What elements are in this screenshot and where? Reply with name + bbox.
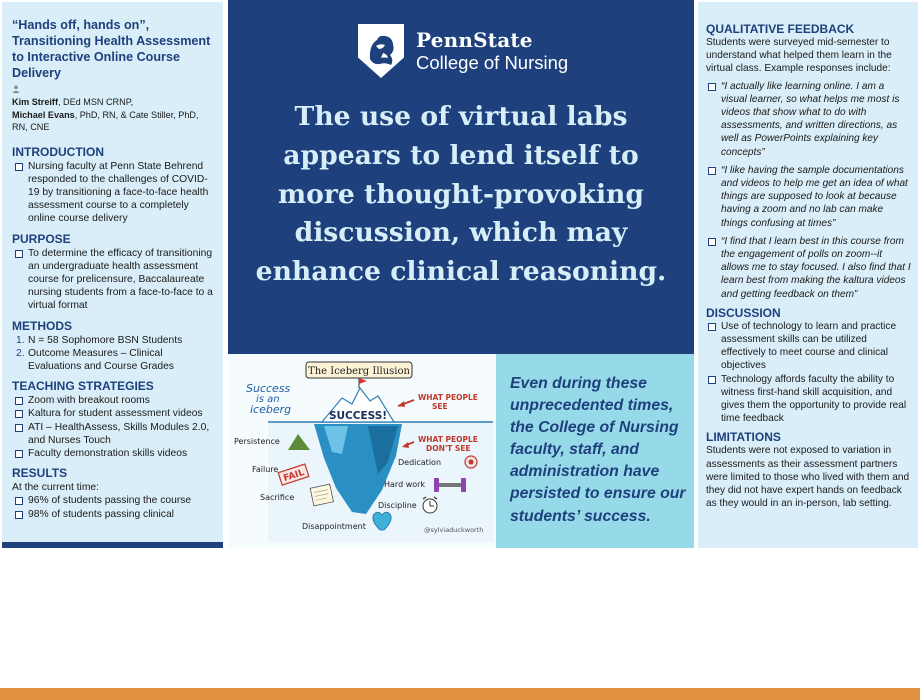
purpose-heading: PURPOSE <box>12 231 71 246</box>
list-number: 1. <box>16 334 25 346</box>
logo-college: College of Nursing <box>416 52 569 73</box>
headline-panel <box>228 0 694 354</box>
target-center <box>469 460 474 465</box>
left-column <box>2 2 223 548</box>
methods-list <box>12 334 215 374</box>
list-item: Zoom with breakout rooms <box>12 394 215 407</box>
qualitative-feedback-heading: QUALITATIVE FEEDBACK <box>706 22 855 36</box>
list-item: Technology affords faculty the ability to witness first-hand skill acquisition, and gives them the opportunity to provide real time feedback <box>706 373 912 426</box>
what-people-see-line-1: WHAT PEOPLE <box>418 393 478 402</box>
person-icon <box>12 85 215 95</box>
nittany-lion-shield-icon <box>358 24 404 78</box>
methods-heading: METHODS <box>12 318 72 333</box>
label-discipline: Discipline <box>378 501 417 510</box>
main-headline: The use of virtual labs appears to lend itself to more thought-provoking discussion, which may enhance clinical reasoning. <box>255 101 667 288</box>
flag-icon <box>359 378 367 384</box>
what-people-dont-see-line-2: DON'T SEE <box>426 444 471 453</box>
student-quote: “I find that I learn best in this course from the engagement of polls on zoom--it allows me to stay focused. I also find that I learn best from making the kaltura videos and getting feedback on them” <box>706 235 912 301</box>
list-item: Faculty demonstration skills videos <box>12 447 215 460</box>
label-hard-work: Hard work <box>384 480 426 489</box>
discussion-heading: DISCUSSION <box>706 305 781 320</box>
tagline-line-3: iceberg <box>250 403 292 416</box>
list-item <box>12 334 215 347</box>
list-item: Use of technology to learn and practice assessment skills can be utilized effectively to meet course and clinical objectives <box>706 320 912 373</box>
penn-state-logo <box>358 24 568 78</box>
label-dedication: Dedication <box>398 458 442 467</box>
student-quote-list <box>706 80 912 301</box>
results-list <box>12 494 215 520</box>
list-item: To determine the efficacy of transitioning an undergraduate health assessment course for prelicensure, Baccalaureate nursing students from a face-to-face to a virtual format <box>12 247 215 313</box>
iceberg-graphic <box>228 354 496 548</box>
what-people-dont-see-line-1: WHAT PEOPLE <box>418 435 478 444</box>
introduction-heading: INTRODUCTION <box>12 144 104 159</box>
limitations-heading: LIMITATIONS <box>706 430 781 445</box>
right-column <box>698 2 918 548</box>
limitations-text: Students were not exposed to variation in assessments as their assessment partners were limited to those who lived with them and they did not have expert hands on feedback as they would in an in-person, lab setting. <box>706 445 910 510</box>
poster-title <box>12 17 215 81</box>
list-item: ATI – HealthAssess, Skills Modules 2.0, and Nurses Touch <box>12 421 215 447</box>
qualitative-feedback-intro: Students were surveyed mid-semester to understand what helped them learn in the virtual class. Example responses include: <box>706 37 892 75</box>
author-list <box>12 96 215 134</box>
list-text: N = 58 Sophomore BSN Students <box>28 334 183 346</box>
callout-text: Even during these unprecedented times, the College of Nursing faculty, staff, and administration have persisted to ensure our students’ success. <box>510 375 686 525</box>
paper-note-icon <box>310 484 333 506</box>
label-persistence: Persistence <box>234 437 280 446</box>
fail-text: FAIL <box>282 467 306 485</box>
author-1-credentials: , DEd MSN CRNP, <box>57 97 134 107</box>
tagline-line-2: is an <box>256 394 280 405</box>
tagline-line-1: Success <box>246 382 291 395</box>
label-disappointment: Disappointment <box>302 522 366 531</box>
author-1-name: Kim Streiff <box>12 97 58 107</box>
student-quote: “I actually like learning online. I am a visual learner, so what helps me most is videos that show what to do with assessments, and written directions, as well as PowerPoints explaining key concepts” <box>706 80 912 159</box>
title-quote: “Hands off, hands on” <box>12 18 146 32</box>
banner-text: The Iceberg Illusion <box>308 366 410 377</box>
discussion-list <box>706 320 912 426</box>
list-number: 2. <box>16 347 25 359</box>
label-sacrifice: Sacrifice <box>260 493 295 502</box>
introduction-list <box>12 160 215 226</box>
footer-bar <box>0 688 920 700</box>
list-text: Outcome Measures – Clinical Evaluations and Course Grades <box>28 347 174 372</box>
success-label: SUCCESS! <box>328 410 388 422</box>
logo-wordmark: PennState <box>416 28 533 52</box>
list-item: 96% of students passing the course <box>12 494 215 507</box>
results-intro: At the current time: <box>12 482 99 494</box>
results-heading: RESULTS <box>12 466 68 481</box>
arrow-see-head <box>398 401 405 407</box>
list-item: 98% of students passing clinical <box>12 508 215 521</box>
callout-panel <box>228 354 694 548</box>
author-2-credentials: , PhD, RN, & Cate Stiller, PhD, RN, CNE <box>12 109 199 132</box>
label-failure: Failure <box>252 465 279 474</box>
what-people-see-line-2: SEE <box>432 402 448 411</box>
illustration-credit: @sylviaduckworth <box>424 526 484 534</box>
author-2-name: Michael Evans <box>12 109 75 120</box>
logo-text <box>416 28 568 74</box>
list-item: Kaltura for student assessment videos <box>12 407 215 420</box>
list-item: Nursing faculty at Penn State Behrend responded to the challenges of COVID-19 by transitioning a face-to-face health assessment course to a completely online course delivery <box>12 160 215 226</box>
purpose-list <box>12 247 215 313</box>
list-item <box>12 347 215 373</box>
student-quote: “I like having the sample documentations and videos to help me get an idea of what things are supposed to look at because having a zoom and no lab can make things confusing at times” <box>706 164 912 230</box>
teaching-strategies-list <box>12 394 215 460</box>
title-rest: , Transitioning Health Assessment to Interactive Online Course Delivery <box>12 18 211 80</box>
iceberg-illustration <box>228 354 496 548</box>
teaching-strategies-heading: TEACHING STRATEGIES <box>12 379 154 394</box>
